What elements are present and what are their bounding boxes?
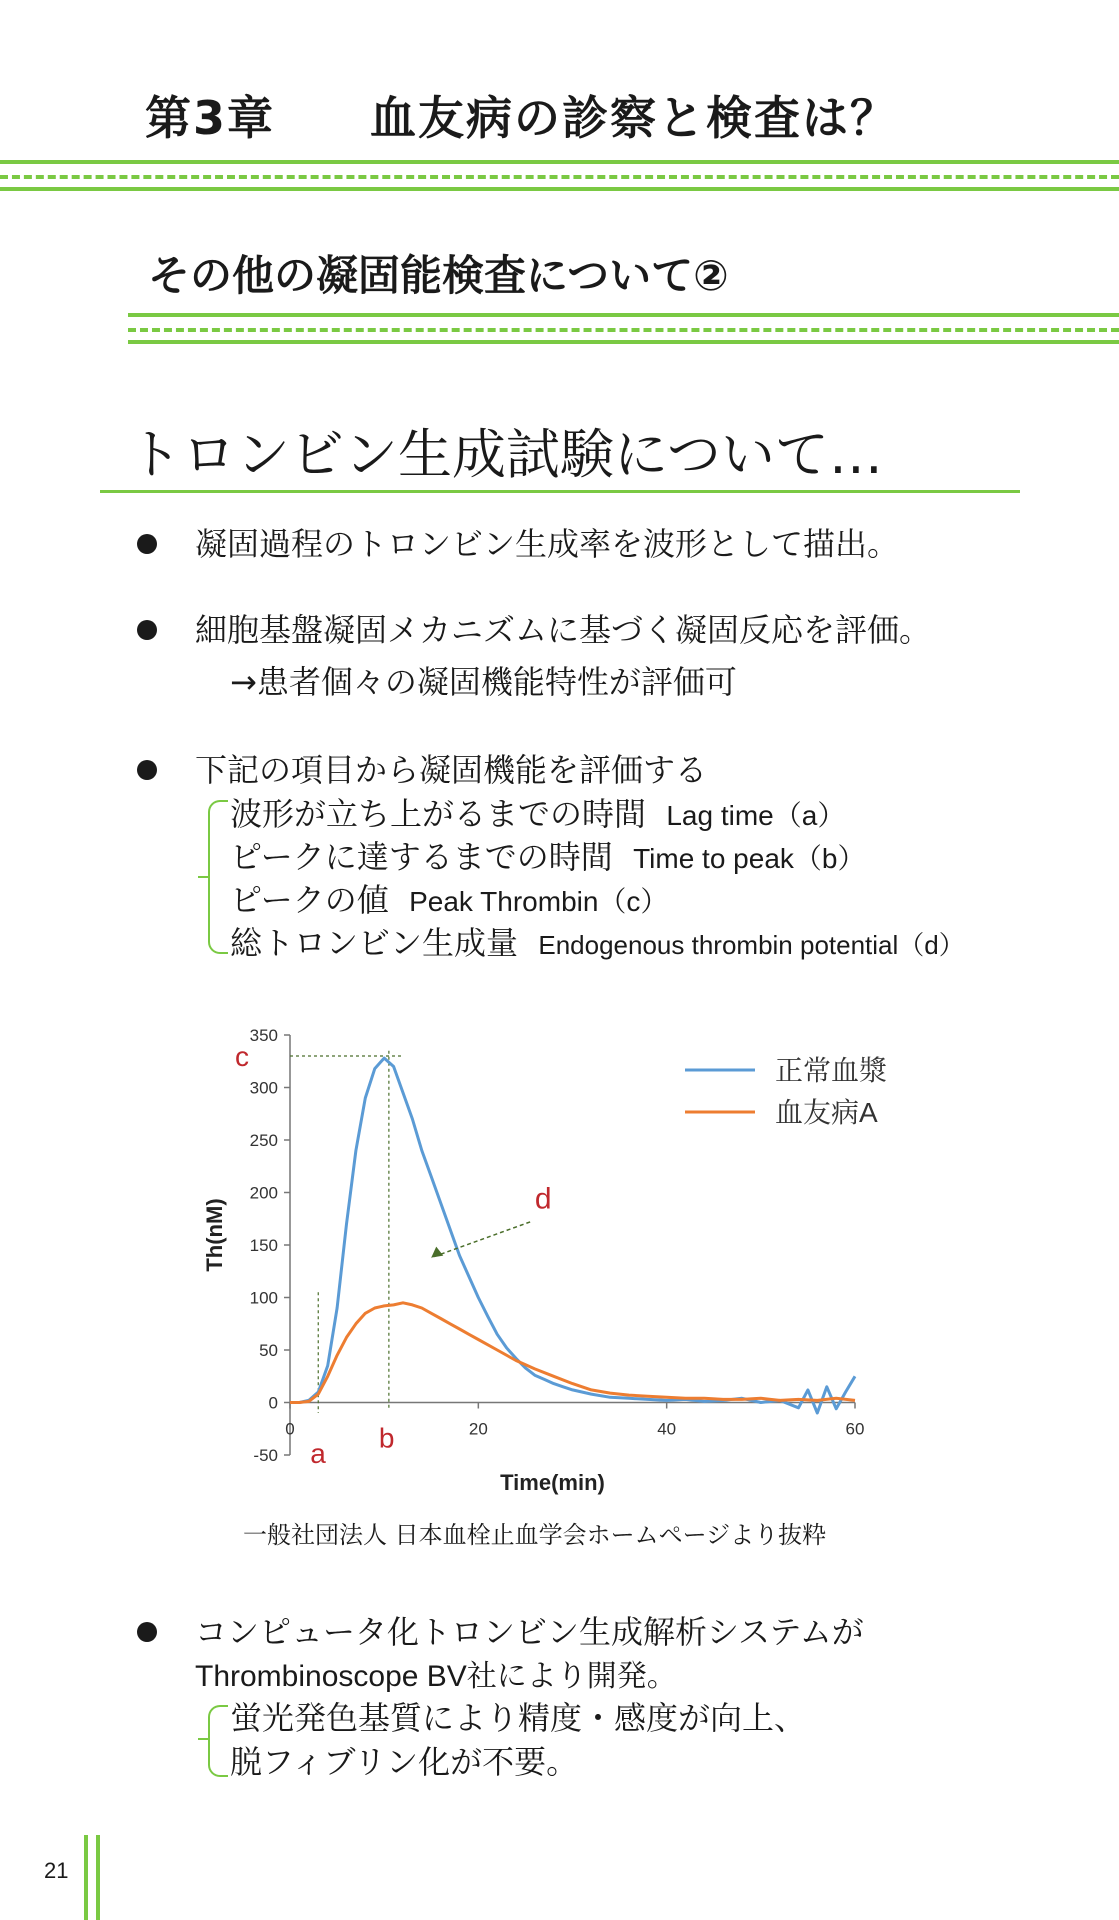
annotation-d-arrow: [431, 1222, 530, 1258]
bullet-dot: [137, 1622, 157, 1642]
bullet-subtext-4b: 脱フィブリン化が不要。: [230, 1743, 579, 1781]
annotation-b: b: [378, 1422, 395, 1454]
y-tick-label: -50: [253, 1446, 278, 1465]
legend-label: 正常血漿: [775, 1055, 888, 1086]
page-edge-rule-left: [84, 1835, 88, 1920]
annotation-d: d: [534, 1182, 552, 1216]
thrombin-generation-chart: [200, 1010, 920, 1500]
bullet-text-2: 細胞基盤凝固メカニズムに基づく凝固反応を評価。: [195, 611, 932, 649]
y-tick-label: 150: [249, 1236, 278, 1255]
y-tick-label: 250: [249, 1131, 278, 1150]
x-axis-title: Time(min): [500, 1470, 605, 1495]
page-heading: トロンビン生成試験について…: [128, 423, 883, 486]
section-rule-top: [128, 313, 1119, 317]
y-tick-label: 350: [249, 1026, 278, 1045]
bullet-dot: [137, 760, 157, 780]
bullet-text-1: 凝固過程のトロンビン生成率を波形として描出。: [195, 525, 900, 563]
section-title: その他の凝固能検査について②: [148, 251, 729, 300]
annotation-a: a: [310, 1438, 326, 1469]
eval-item-peak-thrombin: ピークの値 Peak Thrombin（c）: [230, 881, 669, 919]
y-tick-label: 50: [259, 1341, 278, 1360]
annotation-c: c: [235, 1041, 249, 1072]
x-tick-label: 20: [468, 1419, 488, 1439]
bullet-text-3: 下記の項目から凝固機能を評価する: [195, 751, 708, 789]
chapter-rule-bottom: [0, 187, 1119, 191]
page-edge-rule-right: [96, 1835, 100, 1920]
eval-item-lag-time: 波形が立ち上がるまでの時間 Lag time（a）: [230, 795, 846, 833]
series-line-hemophilia: [290, 1303, 855, 1403]
items-brace: [208, 800, 228, 954]
bullet-text-4-line2: Thrombinoscope BV社により開発。: [195, 1660, 677, 1693]
bullet-text-4-line1: コンピュータ化トロンビン生成解析システムが: [195, 1613, 864, 1651]
section-rule-bottom: [128, 340, 1119, 344]
bullet-subtext-2: →患者個々の凝固機能特性が評価可: [230, 663, 737, 701]
features-brace-tip: [198, 1738, 208, 1740]
y-tick-label: 0: [268, 1393, 278, 1413]
series-line-normal: [290, 1058, 855, 1413]
legend-label: 血友病A: [775, 1097, 878, 1128]
bullet-dot: [137, 620, 157, 640]
y-tick-label: 300: [249, 1078, 278, 1098]
chapter-rule-dashed: [0, 175, 1119, 179]
annotation-d-arrowhead: [431, 1247, 443, 1258]
x-tick-label: 0: [285, 1419, 295, 1439]
page-number: 21: [44, 1858, 69, 1883]
chapter-name: 血友病の診察と検査は？: [370, 91, 899, 145]
x-tick-label: 40: [657, 1419, 677, 1439]
chapter-rule-top: [0, 160, 1119, 164]
y-tick-label: 100: [249, 1288, 278, 1308]
items-brace-tip: [198, 876, 208, 878]
figure-caption: 一般社団法人 日本血栓止血学会ホームページより抜粋: [243, 1521, 827, 1549]
features-brace: [208, 1705, 228, 1777]
y-tick-label: 200: [249, 1183, 278, 1203]
x-tick-label: 60: [845, 1419, 865, 1439]
bullet-dot: [137, 534, 157, 554]
bullet-subtext-4a: 蛍光発色基質により精度・感度が向上、: [230, 1699, 807, 1737]
y-axis-title: Th(nM): [202, 1198, 227, 1272]
chapter-title: [145, 82, 898, 148]
chapter-number: 第3章: [145, 91, 276, 145]
eval-item-etp: 総トロンビン生成量 Endogenous thrombin potential（d）: [230, 924, 965, 962]
eval-item-time-to-peak: ピークに達するまでの時間 Time to peak（b）: [230, 838, 866, 876]
heading-underline: [100, 490, 1020, 493]
section-rule-dashed: [128, 328, 1119, 332]
